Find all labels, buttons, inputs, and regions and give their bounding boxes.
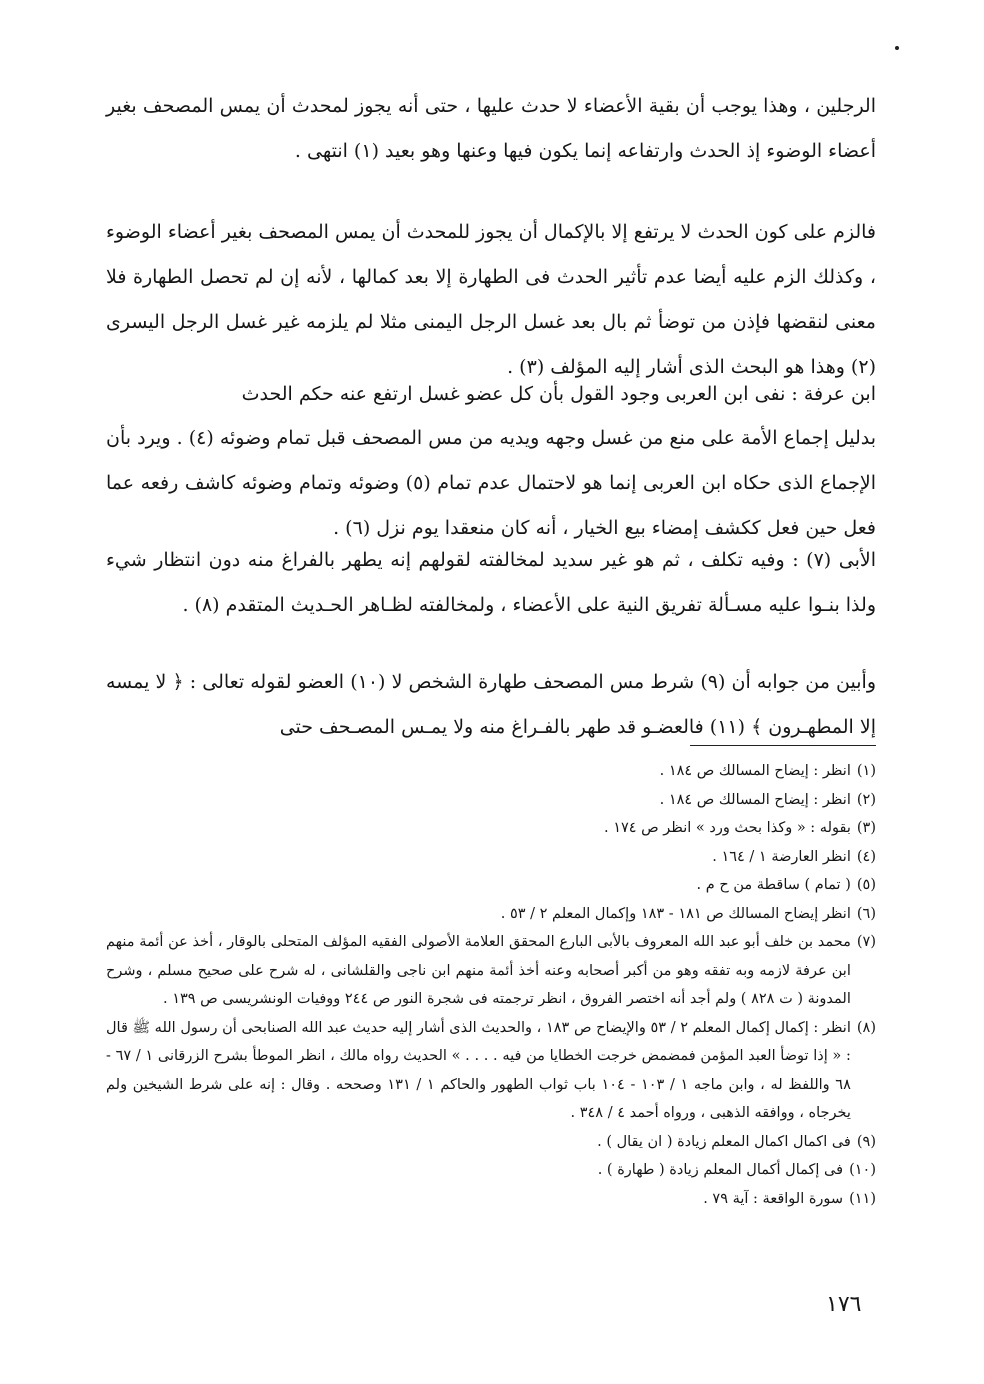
footnote-10 [106, 1156, 876, 1185]
footnote-6 [106, 900, 876, 929]
footnote-7 [106, 928, 876, 1014]
footnote-number: (٥) [856, 877, 876, 893]
footnote-number: (٩) [856, 1133, 876, 1150]
footnote-text: انظر : إيضاح المسالك ص ١٨٤ . [659, 791, 851, 808]
footnotes-list [106, 757, 876, 1213]
footnote-text: فى اكمال اكمال المعلم زيادة ( ان يقال ) . [597, 1133, 851, 1150]
paragraph-5: الأبى (٧) : وفيه تكلف ، ثم هو غير سديد لمخالفته لقولهم إنه يطهر بالفراغ منه دون انتظار شيء ولذا بنـوا عليه مسـألة تفريق النية على الأعضاء ، ولمخالفته لظـاهر الحـديث المتقدم (٨) . [106, 549, 876, 616]
paragraph-1: الرجلين ، وهذا يوجب أن بقية الأعضاء لا حدث عليها ، حتى أنه يجوز لمحدث أن يمس المصحف بغير أعضاء الوضوء إذ الحدث وارتفاعه إنما يكون فيها وعنها وهو بعيد (١) انتهى . [106, 95, 876, 162]
footnote-2 [106, 786, 876, 815]
footnote-number: (٢) [856, 791, 876, 808]
paragraph-4: بدليل إجماع الأمة على منع من غسل وجهه ويديه من مس المصحف قبل تمام وضوئه (٤) . ويرد بأن الإجماع الذى حكاه ابن العربى إنما هو لاحتمال عدم تمام (٥) وضوئه وتمام وضوئه كاشف رفعه عما فعل حين فعل ككشف إمضاء بيع الخيار ، أنه كان منعقدا يوم نزل (٦) . [106, 427, 876, 539]
page-number: ١٧٦ [826, 1292, 862, 1317]
paragraph-6: وأبين من جوابه أن (٩) شرط مس المصحف طهارة الشخص لا (١٠) العضو لقوله تعالى : ﴿ لا يمسه إلا المطهـرون ﴾ (١١) فالعضـو قد طهر بالفـراغ منه ولا يمـس المصـحف حتى [106, 671, 876, 738]
footnote-number: (١٠) [849, 1162, 876, 1178]
footnote-text: محمد بن خلف أبو عبد الله المعروف بالأبى البارع المحقق العلامة الأصولى الفقيه المؤلف المتحلى بالوقار ، أخذ عن أئمة منهم ابن عرفة لازمه وبه تفقه وهو من أكبر أصحابه وعنه أخذ أئمة منهم ابن ناجى والقلشانى ، له شرح على صحيح مسلم ، وشرح المدونة ( ت ٨٢٨ ) ولم أجد أنه اختصر الفروق ، انظر ترجمته فى شجرة النور ص ٢٤٤ ووفيات الونشريسى ص ١٣٩ . [106, 934, 851, 1007]
paragraph-3: ابن عرفة : نفى ابن العربى وجود القول بأن كل عضو غسل ارتفع عنه حكم الحدث [241, 383, 876, 405]
paragraph-2: فالزم على كون الحدث لا يرتفع إلا بالإكمال أن يجوز للمحدث أن يمس المصحف بغير أعضاء الوضوء ، وكذلك الزم عليه أيضا عدم تأثير الحدث فى الطهارة إلا بعد كمالها ، لأنه إن لم تحصل الطهارة فلا معنى لنقضها فإذن من توضأ ثم بال بعد غسل الرجل اليمنى مثلا لم يلزمه غير غسل الرجل اليسرى (٢) وهذا هو البحث الذى أشار إليه المؤلف (٣) . [106, 221, 876, 378]
footnote-9 [106, 1128, 876, 1157]
footnote-number: (١١) [849, 1190, 876, 1207]
footnote-text: انظر إيضاح المسالك ص ١٨١ - ١٨٣ وإكمال المعلم ٢ / ٥٣ . [500, 905, 851, 922]
footnote-4 [106, 843, 876, 872]
page-mark-dot [895, 46, 899, 50]
footnote-1 [106, 757, 876, 786]
footnote-divider [690, 745, 876, 746]
footnote-3 [106, 814, 876, 843]
footnote-text: فى إكمال أكمال المعلم زيادة ( طهارة ) . [597, 1162, 844, 1178]
footnote-text: انظر : إكمال إكمال المعلم ٢ / ٥٣ والإيضاح ص ١٨٣ ، والحديث الذى أشار إليه حديث عبد الله الصنابحى أن رسول الله ﷺ قال : « إذا توضأ العبد المؤمن فمضمض خرجت الخطايا من فيه . . . . » الحديث رواه مالك ، انظر الموطأ بشرح الزرقانى ١ / ٦٧ - ٦٨ واللفظ له ، وابن ماجه ١ / ١٠٣ - ١٠٤ باب ثواب الطهور والحاكم ١ / ١٣١ وصححه . وقال : إنه على شرط الشيخين ولم يخرجاه ، ووافقه الذهبى ، ورواه أحمد ٤ / ٣٤٨ . [106, 1019, 851, 1121]
footnote-5 [106, 871, 876, 900]
footnote-8 [106, 1014, 876, 1128]
footnote-number: (٨) [856, 1019, 876, 1036]
footnote-number: (٤) [856, 848, 876, 865]
footnote-text: بقوله : « وكذا بحث ورد » انظر ص ١٧٤ . [603, 820, 851, 836]
footnote-number: (١) [856, 763, 876, 779]
footnote-11 [106, 1185, 876, 1214]
footnote-text: سورة الواقعة : آية ٧٩ . [703, 1190, 844, 1207]
footnote-number: (٦) [856, 905, 876, 922]
footnote-text: انظر العارضة ١ / ١٦٤ . [712, 848, 851, 865]
footnote-number: (٧) [856, 934, 876, 950]
footnote-text: انظر : إيضاح المسالك ص ١٨٤ . [659, 763, 851, 779]
footnote-number: (٣) [856, 820, 876, 836]
footnote-text: ( تمام ) ساقطة من ح م . [696, 877, 851, 893]
